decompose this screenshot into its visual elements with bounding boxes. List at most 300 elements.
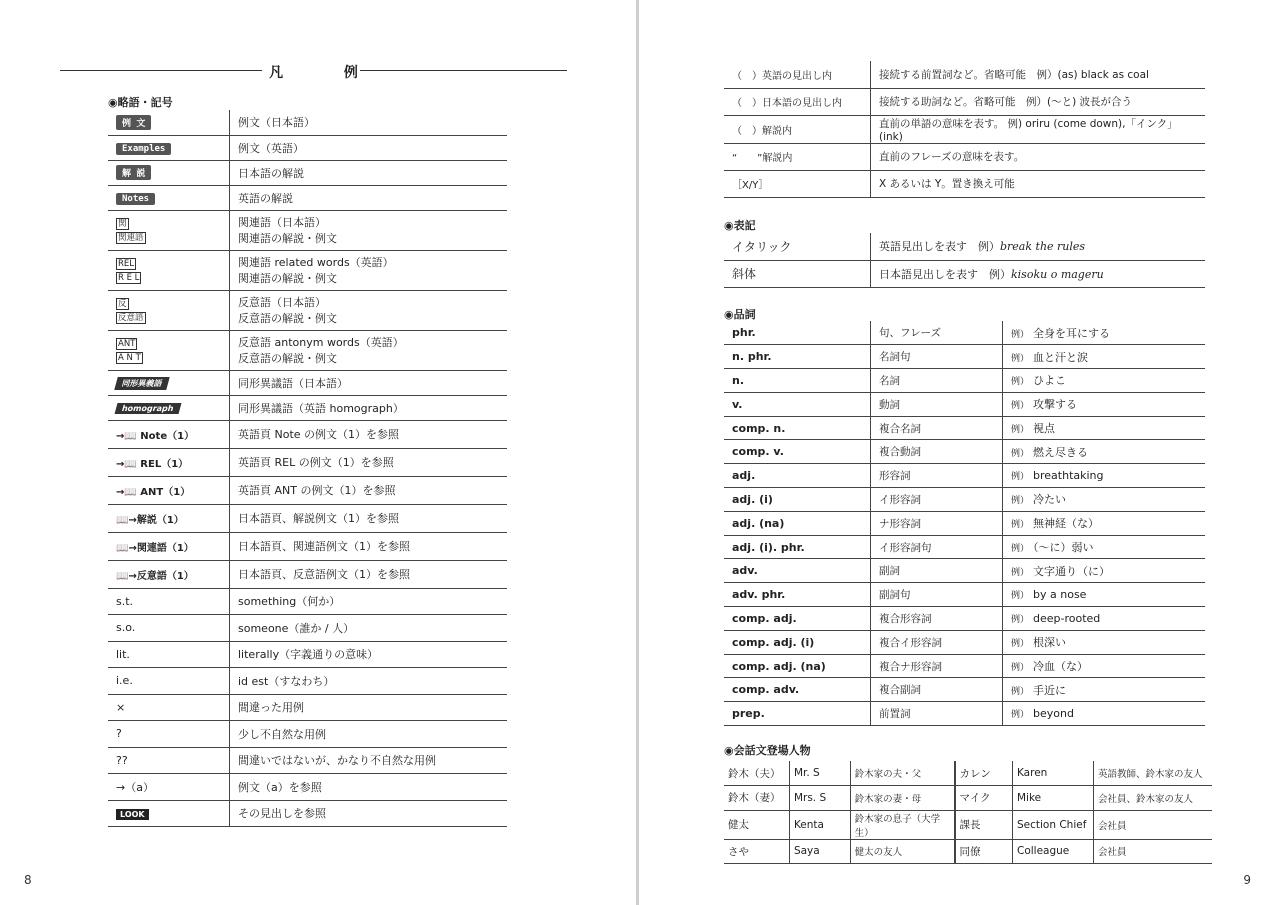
notation-table [724,233,1205,288]
pos-japanese: 複合形容詞 [871,607,1003,631]
abbr-desc-cell [230,721,508,748]
paren-symbol: （ ）解説内 [724,115,871,143]
pos-example-prefix: 例） [1011,614,1030,625]
pos-row [724,416,1205,440]
pos-abbr: adj. (i) [724,488,871,512]
abbr-description: someone（誰か / 人） [238,621,355,635]
cast-cell-d: カレン [955,761,1013,786]
abbr-row [108,290,507,330]
abbr-row [108,774,507,801]
pos-abbr: comp. adj. [724,607,871,631]
pos-row [724,369,1205,393]
abbr-symbol: Examples [116,143,171,155]
abbr-description: 例文（a）を参照 [238,780,322,794]
pos-abbr: comp. n. [724,416,871,440]
cast-cell-c: 健太の友人 [850,839,954,864]
abbr-symbol-cell [108,210,230,250]
abbr-desc-cell [230,504,508,532]
pos-japanese: 副詞 [871,559,1003,583]
pos-japanese: 副詞句 [871,583,1003,607]
pos-abbr: v. [724,392,871,416]
pos-example: 手近に [1033,683,1067,697]
cast-row [724,786,1212,811]
abbr-symbol-cell [108,160,230,185]
abbr-symbol-cell [108,774,230,801]
abbr-symbol: s.o. [116,621,136,635]
abbr-table [108,110,507,827]
abbr-row [108,135,507,160]
abbr-desc-cell [230,135,508,160]
abbr-desc-cell [230,330,508,370]
abbr-desc-cell [230,668,508,695]
pos-example: 攻撃する [1033,398,1078,412]
abbr-symbol-cell [108,694,230,721]
abbr-symbol-cell [108,420,230,448]
paren-desc: 直前のフレーズの意味を表す。 [871,143,1206,170]
abbr-description: 例文（日本語） [238,116,315,130]
cast-cell-b: Kenta [789,810,850,839]
pos-example-cell [1003,440,1206,464]
section-heading-abbr: ◉略語・記号 [108,96,173,109]
pos-japanese: 名詞句 [871,345,1003,369]
pos-example: 無神経（な） [1033,517,1100,531]
cast-cell-b: Mrs. S [789,786,850,811]
pos-example-cell [1003,345,1206,369]
abbr-symbol: 関 [118,219,127,229]
abbr-row [108,330,507,370]
abbr-symbol-cell [108,800,230,827]
abbr-symbol: 📖→関連語（1） [116,542,194,554]
abbr-description: 英語の解説 [238,191,293,205]
abbr-description: 間違った用例 [238,701,304,715]
pos-japanese: 複合名詞 [871,416,1003,440]
abbr-row [108,110,507,135]
cast-row [724,839,1212,864]
pos-row [724,440,1205,464]
abbr-desc-cell [230,420,508,448]
pos-japanese: 形容詞 [871,464,1003,488]
abbr-row [108,800,507,827]
abbr-symbol: REL [118,259,135,269]
abbr-row [108,560,507,588]
abbr-symbol: 反意語 [118,313,144,323]
pos-row [724,559,1205,583]
abbr-symbol-cell [108,370,230,395]
pos-example-cell [1003,678,1206,702]
pos-example: 視点 [1033,422,1056,436]
abbr-description: 英語頁 REL の例文（1）を参照 [238,456,394,469]
abbr-description: 日本語の解説 [238,166,304,180]
abbr-symbol: 関連語 [118,233,144,243]
pos-example-prefix: 例） [1011,448,1030,459]
abbr-description: 日本語頁、反意語例文（1）を参照 [238,568,410,581]
abbr-symbol-cell [108,395,230,420]
pos-abbr: adj. [724,464,871,488]
pos-japanese: イ形容詞 [871,488,1003,512]
abbr-description: 英語頁 Note の例文（1）を参照 [238,428,400,441]
pos-abbr: prep. [724,702,871,726]
abbr-symbol-cell [108,135,230,160]
abbr-symbol-cell [108,641,230,668]
pos-example: ひよこ [1033,374,1067,388]
pos-example-prefix: 例） [1011,639,1030,650]
abbr-description: 日本語頁、関連語例文（1）を参照 [238,540,410,553]
abbr-description: 英語頁 ANT の例文（1）を参照 [238,484,396,497]
pos-example-cell [1003,416,1206,440]
pos-row [724,702,1205,726]
page-title: 凡 例 [269,65,386,81]
pos-example-prefix: 例） [1011,425,1030,436]
paren-table [724,61,1205,198]
abbr-symbol-cell [108,330,230,370]
pos-example-cell [1003,607,1206,631]
cast-cell-e: Mike [1012,786,1093,811]
pos-abbr: n. [724,369,871,393]
cast-cell-e: Karen [1012,761,1093,786]
pos-abbr: adv. phr. [724,583,871,607]
abbr-symbol: →📖 REL（1） [116,458,189,470]
pos-example-cell [1003,488,1206,512]
abbr-symbol-cell [108,504,230,532]
abbr-description: 例文（英語） [238,141,304,155]
notation-desc: 英語見出しを表す 例） [879,240,1000,254]
pos-example-cell [1003,702,1206,726]
paren-row [724,88,1205,115]
section-heading-cast: ◉会話文登場人物 [724,744,811,757]
abbr-description: id est（すなわち） [238,674,335,688]
abbr-row [108,448,507,476]
pos-example: （〜に）弱い [1033,541,1094,555]
abbr-description: 反意語（日本語） [238,296,326,309]
abbr-description: 関連語の解説・例文 [238,272,337,285]
abbr-symbol-cell [108,532,230,560]
pos-abbr: adj. (na) [724,511,871,535]
cast-cell-c: 鈴木家の夫・父 [850,761,954,786]
pos-example-prefix: 例） [1011,567,1030,578]
cast-cell-b: Mr. S [789,761,850,786]
pos-row [724,535,1205,559]
abbr-symbol: 📖→解説（1） [116,514,184,526]
pos-abbr: n. phr. [724,345,871,369]
abbr-desc-cell [230,747,508,774]
pos-example-prefix: 例） [1011,329,1030,340]
abbr-description: 少し不自然な用例 [238,727,326,741]
legend-title-block [60,62,567,80]
abbr-row [108,185,507,210]
pos-example-prefix: 例） [1011,686,1030,697]
abbr-symbol-cell [108,476,230,504]
abbr-symbol: 📖→反意語（1） [116,570,194,582]
pos-example-cell [1003,511,1206,535]
pos-example-prefix: 例） [1011,591,1030,602]
abbr-description: 同形異議語（日本語） [238,376,348,390]
cast-cell-a: 鈴木（妻） [724,786,789,811]
pos-abbr: adv. [724,559,871,583]
abbr-symbol: ?? [116,753,128,767]
abbr-symbol: →（a） [116,780,154,794]
pos-japanese: 複合イ形容詞 [871,630,1003,654]
abbr-desc-cell [230,160,508,185]
paren-desc: X あるいは Y。置き換え可能 [871,170,1206,197]
pos-example-cell [1003,369,1206,393]
abbr-symbol: s.t. [116,594,134,608]
section-heading-pos: ◉品詞 [724,308,756,321]
pos-row [724,630,1205,654]
pos-japanese: 複合ナ形容詞 [871,654,1003,678]
abbr-row [108,641,507,668]
abbr-symbol-cell [108,185,230,210]
abbr-desc-cell [230,532,508,560]
pos-example-cell [1003,630,1206,654]
cast-cell-f: 英語教師、鈴木家の友人 [1094,761,1212,786]
pos-example-cell [1003,392,1206,416]
abbr-row [108,532,507,560]
pos-example: breathtaking [1033,469,1104,483]
cast-cell-a: 健太 [724,810,789,839]
paren-symbol: （ ）英語の見出し内 [724,61,871,88]
pos-japanese: 前置詞 [871,702,1003,726]
pos-japanese: イ形容詞句 [871,535,1003,559]
cast-table [724,761,1212,864]
abbr-symbol: homograph [115,403,181,414]
abbr-symbol: 反 [118,299,127,309]
abbr-symbol: lit. [116,647,130,661]
abbr-description: その見出しを参照 [238,807,326,821]
abbr-symbol: i.e. [116,674,133,688]
section-heading-notation: ◉表記 [724,219,756,232]
cast-cell-e: Colleague [1012,839,1093,864]
abbr-description: literally（字義通りの意味） [238,648,379,662]
abbr-row [108,668,507,695]
notation-desc-cell [871,233,1206,260]
abbr-desc-cell [230,641,508,668]
pos-example: 文字通り（に） [1033,564,1111,578]
pos-example-prefix: 例） [1011,472,1030,483]
cast-cell-b: Saya [789,839,850,864]
abbr-desc-cell [230,250,508,290]
pos-row [724,392,1205,416]
pos-example-cell [1003,559,1206,583]
abbr-description: 同形異議語（英語 homograph） [238,401,404,415]
left-page [0,0,636,905]
abbr-description: 関連語（日本語） [238,216,326,229]
abbr-symbol: × [116,700,126,714]
pos-example: beyond [1033,707,1074,721]
notation-example: break the rules [1000,240,1086,254]
paren-row [724,170,1205,197]
abbr-description: 反意語 antonym words（英語） [238,336,404,349]
cast-cell-d: マイク [955,786,1013,811]
pos-example-prefix: 例） [1011,520,1030,531]
abbr-description: something（何か） [238,595,341,609]
abbr-description: 関連語 related words（英語） [238,256,394,269]
pos-example-cell [1003,654,1206,678]
pos-row [724,321,1205,345]
abbr-row [108,588,507,615]
abbr-desc-cell [230,210,508,250]
abbr-row [108,615,507,642]
abbr-description: 間違いではないが、かなり不自然な用例 [238,754,436,768]
abbr-symbol-cell [108,250,230,290]
abbr-desc-cell [230,800,508,827]
paren-row [724,115,1205,143]
cast-row [724,761,1212,786]
cast-cell-f: 会社員 [1094,839,1212,864]
pos-example-prefix: 例） [1011,663,1030,674]
pos-abbr: adj. (i). phr. [724,535,871,559]
pos-japanese: 動詞 [871,392,1003,416]
pos-row [724,511,1205,535]
abbr-desc-cell [230,694,508,721]
cast-cell-c: 鈴木家の妻・母 [850,786,954,811]
abbr-desc-cell [230,370,508,395]
abbr-symbol: 解 説 [116,165,151,180]
abbr-symbol: 同形異義語 [114,377,169,390]
pos-example-prefix: 例） [1011,377,1030,388]
abbr-symbol-cell [108,290,230,330]
cast-cell-f: 会社員 [1094,810,1212,839]
abbr-symbol: →📖 Note（1） [116,430,195,442]
pos-japanese: ナ形容詞 [871,511,1003,535]
paren-desc: 接続する助詞など。省略可能 例）(〜と) 波長が合う [871,88,1206,115]
abbr-symbol: 例 文 [116,115,151,130]
cast-cell-c: 鈴木家の息子（大学生） [850,810,954,839]
pos-japanese: 名詞 [871,369,1003,393]
abbr-description: 関連語の解説・例文 [238,232,337,245]
pos-abbr: comp. adj. (na) [724,654,871,678]
cast-cell-e: Section Chief [1012,810,1093,839]
abbr-symbol-cell [108,110,230,135]
abbr-symbol: Notes [116,193,155,205]
pos-abbr: comp. adv. [724,678,871,702]
abbr-desc-cell [230,774,508,801]
abbr-row [108,395,507,420]
abbr-row [108,160,507,185]
abbr-symbol: A N T [118,353,141,363]
abbr-desc-cell [230,448,508,476]
pos-example-cell [1003,583,1206,607]
notation-example: kisoku o mageru [1011,267,1104,281]
cast-cell-a: さや [724,839,789,864]
pos-table [724,321,1205,726]
right-page [639,0,1275,905]
abbr-row [108,721,507,748]
cast-cell-a: 鈴木（夫） [724,761,789,786]
pos-row [724,583,1205,607]
abbr-desc-cell [230,110,508,135]
cast-row [724,810,1212,839]
abbr-desc-cell [230,290,508,330]
abbr-row [108,747,507,774]
pos-abbr: phr. [724,321,871,345]
cast-cell-f: 会社員、鈴木家の友人 [1094,786,1212,811]
abbr-symbol-cell [108,721,230,748]
pos-example: 血と汗と涙 [1033,350,1089,364]
paren-row [724,61,1205,88]
pos-example: 燃え尽きる [1033,445,1089,459]
abbr-description: 反意語の解説・例文 [238,352,337,365]
abbr-symbol: R E L [118,273,140,283]
abbr-symbol: ? [116,727,122,741]
abbr-desc-cell [230,615,508,642]
abbr-desc-cell [230,395,508,420]
abbr-symbol-cell [108,747,230,774]
pos-row [724,345,1205,369]
notation-symbol: 斜体 [724,260,871,287]
abbr-row [108,210,507,250]
pos-example: deep-rooted [1033,611,1101,625]
abbr-row [108,476,507,504]
paren-row [724,143,1205,170]
pos-row [724,678,1205,702]
pos-example: 全身を耳にする [1033,326,1111,340]
pos-example: 冷たい [1033,493,1067,507]
notation-row [724,233,1205,260]
abbr-symbol-cell [108,560,230,588]
pos-japanese: 句、フレーズ [871,321,1003,345]
pos-abbr: comp. adj. (i) [724,630,871,654]
pos-example: by a nose [1033,588,1087,602]
pos-row [724,607,1205,631]
abbr-symbol: LOOK [116,809,149,820]
pos-example: 根深い [1033,636,1067,650]
abbr-row [108,504,507,532]
abbr-symbol-cell [108,448,230,476]
cast-cell-d: 同僚 [955,839,1013,864]
pos-example-prefix: 例） [1011,353,1030,364]
notation-desc: 日本語見出しを表す 例） [879,267,1011,281]
pos-example-prefix: 例） [1011,544,1030,555]
paren-symbol: ［X/Y］ [724,170,871,197]
paren-desc: 接続する前置詞など。省略可能 例）(as) black as coal [871,61,1206,88]
abbr-desc-cell [230,185,508,210]
pos-example-prefix: 例） [1011,401,1030,412]
abbr-row [108,694,507,721]
abbr-row [108,370,507,395]
pos-example-prefix: 例） [1011,710,1030,721]
abbr-row [108,420,507,448]
pos-japanese: 複合副詞 [871,678,1003,702]
pos-example: 冷血（な） [1033,660,1089,674]
abbr-description: 反意語の解説・例文 [238,312,337,325]
pos-example-cell [1003,535,1206,559]
pos-japanese: 複合動詞 [871,440,1003,464]
abbr-row [108,250,507,290]
abbr-desc-cell [230,476,508,504]
notation-symbol: イタリック [724,233,871,260]
pos-example-cell [1003,464,1206,488]
pos-row [724,464,1205,488]
notation-desc-cell [871,260,1206,287]
pos-row [724,654,1205,678]
abbr-symbol: →📖 ANT（1） [116,486,191,498]
notation-row [724,260,1205,287]
abbr-description: 日本語頁、解説例文（1）を参照 [238,512,399,525]
page-number-right: 9 [1243,873,1251,887]
abbr-symbol-cell [108,668,230,695]
paren-symbol: （ ）日本語の見出し内 [724,88,871,115]
abbr-symbol-cell [108,615,230,642]
paren-desc: 直前の単語の意味を表す。 例) oriru (come down),「インク」(ink) [871,115,1206,143]
abbr-symbol: ANT [118,339,136,349]
abbr-desc-cell [230,560,508,588]
pos-abbr: comp. v. [724,440,871,464]
pos-row [724,488,1205,512]
abbr-symbol-cell [108,588,230,615]
cast-cell-d: 課長 [955,810,1013,839]
abbr-desc-cell [230,588,508,615]
page-number-left: 8 [24,873,32,887]
